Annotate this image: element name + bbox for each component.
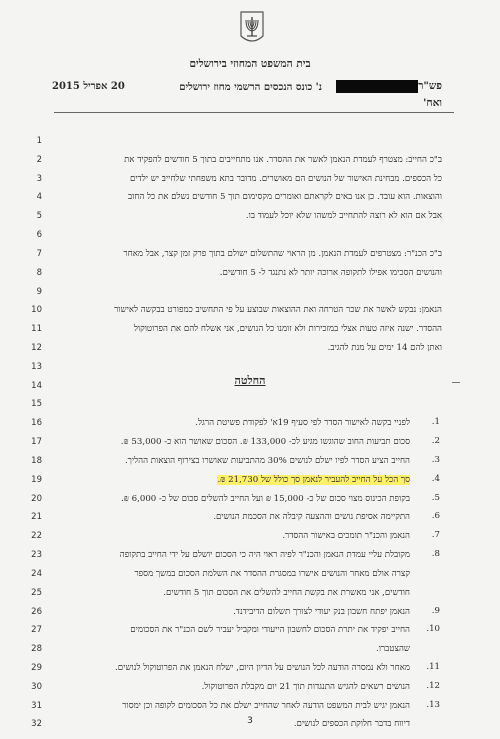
line-number: 6	[36, 230, 42, 241]
clause-number: 13.	[426, 699, 440, 710]
line-number: 2	[36, 154, 42, 165]
case-title: נ' כונס הנכסים הרשמי מחוז ירושלים	[179, 82, 322, 93]
clause-number: 4.	[431, 473, 440, 484]
line-number: 4	[36, 192, 42, 203]
line-number: 3	[36, 173, 42, 184]
line-text: ההסדר. ישנה איזה טעות אצלי במזכירות ולא זומנו כל הנושים, אני אשלח להם את הפרוטוקול	[133, 324, 442, 335]
decision-heading: החלטה	[234, 374, 266, 387]
margin-tick	[452, 382, 460, 383]
line-text: מקובלת עליי עמדת הנאמן והכנ"ר לפיה ראוי היה כי הסכום יושלם על ידי החייב בתקופה	[119, 550, 410, 561]
line-number: 14	[31, 380, 42, 391]
line-text: מאחר ולא נמסרה הודעה לכל הנושים על הדיון היום, ישלח הנאמן את הפרוטוקול לנושים.	[115, 662, 410, 673]
line-text: חודשים, אני מאשרת את בקשת החייב להשלים את הסכום תוך 5 חודשים.	[163, 587, 410, 598]
line-text: ב"כ החייב: מצטרף לעמדת הנאמן לאשר את ההסדר. אנו מתחייבים בתוך 5 חודשים להפקיד את	[124, 154, 442, 165]
header-divider	[54, 112, 454, 113]
line-text: ב"כ הכנ"ר: מצטרפים לעמדת הנאמן. מן הראוי שהתשלום ישולם בתוך פרק זמן קצר, אבל מאחר	[123, 248, 442, 259]
line-text: החייב יפקיד את יתרת הסכום לחשבון הייעודי ומקביל יעביר לשם הכנ"ר את הסכומים	[130, 625, 410, 636]
line-number: 17	[31, 437, 42, 448]
line-number: 11	[31, 324, 42, 335]
line-number: 25	[31, 587, 42, 598]
clause-number: 6.	[431, 511, 440, 522]
line-number: 21	[31, 512, 42, 523]
line-number: 15	[31, 399, 42, 410]
page-number: 3	[247, 716, 253, 726]
line-number: 23	[31, 550, 42, 561]
line-text: ואתן להם 14 ימים על מנת להגיב.	[327, 343, 442, 354]
line-text: כל הכספים. מבחינת האישור של הנושים הם מאושרים. מדובר בתא משפחתי שלחייב יש ילדים	[129, 173, 442, 184]
redaction-box	[336, 80, 418, 93]
clause-number: 9.	[431, 605, 440, 616]
line-text: שהצטברו.	[375, 644, 410, 655]
line-number: 30	[31, 681, 42, 692]
state-emblem-icon	[237, 8, 267, 48]
line-text: הנאמן יגיש לבית המשפט הודעה לאחר שהחייב ישלם את כל הסכומים לקופה וכן ימסור	[122, 700, 410, 711]
clause-number: 5.	[431, 492, 440, 503]
clause-number: 11.	[426, 661, 440, 672]
clause-number: 7.	[431, 530, 440, 541]
line-text: הנאמן יפתח חשבון בנק יעודי לצורך תשלום הדיבידנד.	[233, 606, 410, 617]
line-text: קצרה אולם מאחר והנושים אישרו במסגרת ההסדר את השלמת הסכום במשך מספר	[134, 568, 410, 579]
clause-number: 10.	[426, 624, 440, 635]
line-number: 19	[31, 474, 42, 485]
line-number: 16	[31, 418, 42, 429]
line-number: 22	[31, 531, 42, 542]
clause-number: 1.	[431, 417, 440, 428]
line-text: בקופת הכינוס מצוי סכום של כ- 15,000 ₪ ועל החייב להשלים סכום של כ- 6,000 ₪.	[120, 493, 410, 504]
line-number: 20	[31, 493, 42, 504]
line-number: 29	[31, 662, 42, 673]
line-number: 18	[31, 455, 42, 466]
line-text: והנושים הסכימו אפילו לתקופה ארוכה יותר לא נתנגד ל- 5 חודשים.	[219, 267, 442, 278]
line-text: והוצאות. הוא עובד. כן אנו באים לקראתם ואומרים מקסימום תוך 5 חודשים נשלם את כל החוב	[127, 192, 442, 203]
line-text: הנושים רשאים להגיש התנגדות תוך 21 יום מקבלת הפרוטוקול.	[201, 681, 410, 692]
line-number: 27	[31, 625, 42, 636]
line-number: 7	[36, 248, 42, 259]
clause-number: 2.	[431, 436, 440, 447]
line-number: 5	[36, 211, 42, 222]
case-and-others: ואח'	[423, 97, 442, 109]
case-id: פש"ר	[418, 80, 442, 92]
line-text: אבל אם הוא לא רוצה להתחייב למשהו שלא יוכל לעמוד בו.	[245, 211, 442, 222]
highlighted-text: סך הכל על החייב להעביר לנאמן סך כולל של 21,730 ₪.	[217, 474, 410, 485]
line-number: 24	[31, 568, 42, 579]
line-number: 12	[31, 343, 42, 354]
line-number: 8	[36, 267, 42, 278]
clause-number: 12.	[426, 680, 440, 691]
line-number: 9	[36, 286, 42, 297]
line-number: 13	[31, 361, 42, 372]
line-text: הנאמן והכנ"ר תומכים באישור ההסדר.	[282, 531, 410, 542]
line-number: 31	[31, 700, 42, 711]
hearing-date: 20 אפריל 2015	[52, 81, 125, 92]
line-text: סכום תביעות החוב שהוגשו מגיע לכ- 133,000 ₪. הסכום שאושר הוא כ- 53,000 ₪.	[120, 437, 410, 448]
line-text	[52, 474, 410, 486]
line-text: התקיימה אסיפת נושים וההצעה קיבלה את הסכמת הנושים.	[213, 512, 410, 523]
line-text: דיווח בדבר חלוקת הכספים לנושים.	[293, 719, 410, 730]
line-number: 10	[31, 305, 42, 316]
line-text: הנאמן: נבקש לאשר את שכר הטרחה ואת ההוצאות שבוצע על פי התחשיב כמפורט בבקשה לאישור	[114, 305, 442, 316]
clause-number: 3.	[431, 454, 440, 465]
line-text: החייב הציע הסדר לפיו ישלם לנושים 30% מהתביעות שאושרו בצירוף הוצאות ההליך.	[124, 455, 410, 466]
line-number: 1	[36, 136, 42, 146]
line-number: 32	[31, 719, 42, 730]
court-name: בית המשפט המחוזי בירושלים	[189, 58, 311, 70]
line-number: 26	[31, 606, 42, 617]
line-text: לפניי בקשה לאישור הסדר לפי סעיף 19א' לפקודת פשיטת הרגל.	[195, 418, 410, 429]
line-number: 28	[31, 644, 42, 655]
clause-number: 8.	[431, 549, 440, 560]
